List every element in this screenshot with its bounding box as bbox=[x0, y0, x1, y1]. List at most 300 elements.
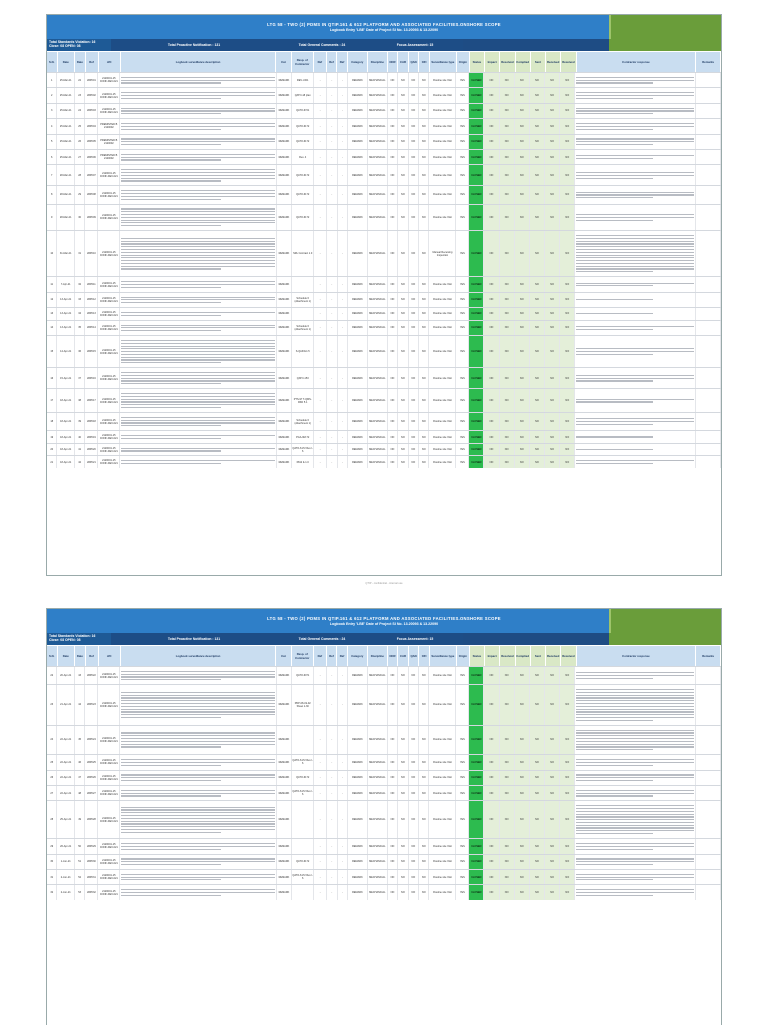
cell-origin: YES bbox=[456, 135, 469, 149]
cell-recv2: NO bbox=[560, 444, 575, 456]
cell-desc bbox=[120, 205, 276, 231]
cell-disc: MECHANICAL bbox=[368, 150, 388, 164]
cell-ref: LBP014 bbox=[85, 321, 98, 335]
cell-status: CLOSED bbox=[469, 667, 484, 684]
cell-jo: 2120001-15 CONF-DEV-021 bbox=[98, 277, 120, 291]
cell-date: 18-Apr-21 bbox=[57, 389, 75, 412]
cell-recv2: NO bbox=[560, 231, 575, 276]
cell-sn: 31 bbox=[47, 870, 57, 884]
table-row bbox=[47, 725, 721, 754]
cell-category: REMARK bbox=[348, 839, 368, 853]
cell-date: 31-Mar-21 bbox=[57, 231, 75, 276]
cell-origin: YES bbox=[456, 150, 469, 164]
cell-impact: NO bbox=[484, 771, 499, 785]
cell-cat: REMARK bbox=[277, 104, 292, 118]
column-header: CAR bbox=[398, 52, 409, 72]
cell-date: 20-Apr-21 bbox=[57, 667, 75, 684]
cell-desc bbox=[120, 321, 276, 335]
cell-sent: NO bbox=[530, 801, 545, 838]
cell-complied: NO bbox=[515, 755, 530, 769]
table-row bbox=[47, 185, 721, 203]
column-header: Discipline bbox=[368, 646, 388, 666]
cell-recv1: NO bbox=[545, 855, 560, 869]
cell-rc bbox=[292, 277, 314, 291]
column-header: Origin bbox=[457, 646, 470, 666]
cell-qan: NO bbox=[409, 231, 419, 276]
cell-desc bbox=[120, 801, 276, 838]
cell-jo: 2120001-15 CONF-DEV-021 bbox=[98, 413, 120, 430]
table-row bbox=[47, 87, 721, 102]
cell-date: 25-Mar-21 bbox=[57, 119, 75, 133]
cell-cat: REMARK bbox=[277, 667, 292, 684]
cell-disc: MECHANICAL bbox=[368, 205, 388, 231]
cell-disc: MECHANICAL bbox=[368, 801, 388, 838]
cell-resp bbox=[575, 135, 696, 149]
cell-sent: NO bbox=[530, 755, 545, 769]
cell-remarks bbox=[696, 685, 721, 725]
table-row bbox=[47, 149, 721, 164]
cell-status: CLOSED bbox=[469, 885, 484, 899]
cell-impact: NO bbox=[484, 135, 499, 149]
cell-desc bbox=[120, 135, 276, 149]
cell-impact: NO bbox=[484, 150, 499, 164]
cell-resp bbox=[575, 293, 696, 307]
cell-ref: LBP019 bbox=[85, 431, 98, 443]
cell-cat: REMARK bbox=[277, 277, 292, 291]
table-row bbox=[47, 72, 721, 87]
cell-ref: LBP002 bbox=[85, 88, 98, 102]
cell-x1: - bbox=[314, 870, 327, 884]
cell-status: CLOSED bbox=[469, 801, 484, 838]
cell-x1: - bbox=[314, 801, 327, 838]
cell-ncr: NO bbox=[388, 119, 398, 133]
column-header: Status bbox=[470, 646, 485, 666]
cell-rc: QATO-6172 bbox=[292, 771, 314, 785]
cell-cat: REMARK bbox=[277, 685, 292, 725]
cell-recv1: NO bbox=[545, 771, 560, 785]
cell-category: REMARK bbox=[348, 336, 368, 367]
cell-d2: 46 bbox=[75, 755, 85, 769]
cell-category: REMARK bbox=[348, 73, 368, 87]
cell-x1: - bbox=[314, 726, 327, 754]
cell-origin: YES bbox=[456, 801, 469, 838]
cell-recv1: NO bbox=[545, 786, 560, 800]
total-standards: Total Standards Violation: 16 bbox=[49, 634, 96, 638]
cell-category: REMARK bbox=[348, 135, 368, 149]
column-header: NCR bbox=[388, 52, 399, 72]
cell-sn: 3 bbox=[47, 104, 57, 118]
cell-disc: MECHANICAL bbox=[368, 165, 388, 185]
column-header: Resolved bbox=[500, 646, 515, 666]
cell-qan: NO bbox=[409, 456, 419, 468]
cell-ofi: NO bbox=[419, 293, 429, 307]
cell-origin: YES bbox=[456, 205, 469, 231]
cell-remarks bbox=[696, 755, 721, 769]
cell-cat: REMARK bbox=[277, 88, 292, 102]
cell-x2: - bbox=[327, 801, 337, 838]
cell-status: CLOSED bbox=[469, 755, 484, 769]
cell-recv2: NO bbox=[560, 104, 575, 118]
cell-ncr: NO bbox=[388, 413, 398, 430]
cell-qan: NO bbox=[409, 801, 419, 838]
cell-recv1: NO bbox=[545, 150, 560, 164]
cell-category: REMARK bbox=[348, 786, 368, 800]
cell-status: CLOSED bbox=[469, 205, 484, 231]
cell-x2: - bbox=[327, 839, 337, 853]
cell-complied: NO bbox=[515, 444, 530, 456]
cell-desc bbox=[120, 786, 276, 800]
cell-category: REMARK bbox=[348, 205, 368, 231]
cell-car: NO bbox=[398, 277, 408, 291]
column-header: Received bbox=[546, 52, 561, 72]
cell-car: NO bbox=[398, 135, 408, 149]
column-header: Remarks bbox=[696, 646, 721, 666]
cell-remarks bbox=[696, 308, 721, 320]
cell-recv2: NO bbox=[560, 755, 575, 769]
cell-resolved: NO bbox=[500, 413, 515, 430]
cell-origin: YES bbox=[456, 786, 469, 800]
doc-subtitle: Logbook Entry 'LBE' Date of Project SI No. 13.20093 & 13.22090 bbox=[329, 622, 439, 626]
cell-complied: NO bbox=[515, 855, 530, 869]
cell-resp bbox=[575, 73, 696, 87]
column-header: Complied bbox=[516, 52, 531, 72]
cell-x2: - bbox=[327, 119, 337, 133]
cell-date: 25-Mar-21 bbox=[57, 150, 75, 164]
table-row bbox=[47, 854, 721, 869]
cell-complied: NO bbox=[515, 277, 530, 291]
cell-complied: NO bbox=[515, 685, 530, 725]
cell-type: Routine site Visit bbox=[429, 786, 456, 800]
sheet-banner bbox=[47, 609, 721, 633]
cell-ofi: NO bbox=[419, 205, 429, 231]
cell-category: REMARK bbox=[348, 389, 368, 412]
cell-category: REMARK bbox=[348, 308, 368, 320]
cell-x3: - bbox=[338, 431, 348, 443]
cell-jo: 2120001-15 CONF-DEV-021 bbox=[98, 88, 120, 102]
column-header: Received bbox=[561, 52, 576, 72]
cell-status: CLOSED bbox=[469, 321, 484, 335]
table-row bbox=[47, 443, 721, 456]
cell-qan: NO bbox=[409, 321, 419, 335]
cell-date: 25-Mar-21 bbox=[57, 104, 75, 118]
cell-x3: - bbox=[338, 104, 348, 118]
cell-desc bbox=[120, 885, 276, 899]
cell-category: REMARK bbox=[348, 870, 368, 884]
cell-recv1: NO bbox=[545, 389, 560, 412]
cell-d2: 50 bbox=[75, 839, 85, 853]
cell-qan: NO bbox=[409, 104, 419, 118]
column-header: Ref bbox=[314, 52, 327, 72]
cell-car: NO bbox=[398, 870, 408, 884]
table-row bbox=[47, 785, 721, 800]
cell-x2: - bbox=[327, 135, 337, 149]
cell-x3: - bbox=[338, 150, 348, 164]
cell-remarks bbox=[696, 456, 721, 468]
cell-jo: 2120001-15 CONF-DEV-021 bbox=[98, 444, 120, 456]
cell-ncr: NO bbox=[388, 685, 398, 725]
page-footer: QTIP - confidential - internal use bbox=[365, 582, 403, 585]
cell-ncr: NO bbox=[388, 389, 398, 412]
cell-impact: NO bbox=[484, 368, 499, 388]
cell-rc: QATO-6172 Rev I-6 bbox=[292, 870, 314, 884]
cell-ofi: NO bbox=[419, 104, 429, 118]
cell-resolved: NO bbox=[500, 104, 515, 118]
cell-qan: NO bbox=[409, 771, 419, 785]
cell-complied: NO bbox=[515, 308, 530, 320]
cell-sn: 11 bbox=[47, 277, 57, 291]
cell-rc: QATO-6172 bbox=[292, 135, 314, 149]
cell-cat: REMARK bbox=[277, 413, 292, 430]
cell-rc: QATO-6172 Rev I-6 bbox=[292, 444, 314, 456]
column-header: Sent bbox=[531, 52, 546, 72]
cell-sent: NO bbox=[530, 786, 545, 800]
cell-disc: MECHANICAL bbox=[368, 186, 388, 203]
cell-ofi: NO bbox=[419, 786, 429, 800]
cell-disc: MECHANICAL bbox=[368, 293, 388, 307]
cell-rc: QATO-18 plan bbox=[292, 88, 314, 102]
cell-resolved: NO bbox=[500, 755, 515, 769]
cell-impact: NO bbox=[484, 186, 499, 203]
cell-status: CLOSED bbox=[469, 308, 484, 320]
cell-cat: REMARK bbox=[277, 135, 292, 149]
cell-remarks bbox=[696, 771, 721, 785]
cell-desc bbox=[120, 119, 276, 133]
cell-d2: 44 bbox=[75, 685, 85, 725]
cell-origin: YES bbox=[456, 870, 469, 884]
cell-x1: - bbox=[314, 755, 327, 769]
column-header: Resp. of Contractor bbox=[292, 646, 314, 666]
cell-disc: MECHANICAL bbox=[368, 786, 388, 800]
cell-x2: - bbox=[327, 885, 337, 899]
cell-x3: - bbox=[338, 870, 348, 884]
cell-ref: LBP024 bbox=[85, 726, 98, 754]
cell-x2: - bbox=[327, 389, 337, 412]
cell-resp bbox=[575, 685, 696, 725]
cell-type: Routine site Visit bbox=[429, 150, 456, 164]
cell-cat: REMARK bbox=[277, 855, 292, 869]
cell-remarks bbox=[696, 205, 721, 231]
cell-car: NO bbox=[398, 321, 408, 335]
cell-date: 18-Apr-21 bbox=[57, 456, 75, 468]
cell-ofi: NO bbox=[419, 321, 429, 335]
cell-ofi: NO bbox=[419, 389, 429, 412]
cell-date: 13-Apr-21 bbox=[57, 321, 75, 335]
cell-cat: REMARK bbox=[277, 870, 292, 884]
cell-type: Routine site Visit bbox=[429, 839, 456, 853]
cell-disc: MECHANICAL bbox=[368, 135, 388, 149]
cell-cat: REMARK bbox=[277, 119, 292, 133]
cell-cat: REMARK bbox=[277, 755, 292, 769]
cell-d2: 25 bbox=[75, 119, 85, 133]
cell-resolved: NO bbox=[500, 870, 515, 884]
cell-resolved: NO bbox=[500, 368, 515, 388]
cell-category: REMARK bbox=[348, 231, 368, 276]
cell-status: CLOSED bbox=[469, 336, 484, 367]
cell-cat: REMARK bbox=[277, 431, 292, 443]
cell-type: Routine site Visit bbox=[429, 88, 456, 102]
cell-x1: - bbox=[314, 444, 327, 456]
cell-remarks bbox=[696, 855, 721, 869]
cell-recv1: NO bbox=[545, 456, 560, 468]
cell-status: CLOSED bbox=[469, 839, 484, 853]
cell-recv1: NO bbox=[545, 104, 560, 118]
cell-cat: REMARK bbox=[277, 293, 292, 307]
cell-complied: NO bbox=[515, 368, 530, 388]
column-header: Resp. of Contractor bbox=[292, 52, 314, 72]
cell-origin: YES bbox=[456, 855, 469, 869]
cell-impact: NO bbox=[484, 413, 499, 430]
cell-recv2: NO bbox=[560, 389, 575, 412]
cell-status: CLOSED bbox=[469, 135, 484, 149]
cell-ref: LBP025 bbox=[85, 755, 98, 769]
cell-car: NO bbox=[398, 801, 408, 838]
cell-ref: LBP027 bbox=[85, 786, 98, 800]
cell-x2: - bbox=[327, 150, 337, 164]
table-row bbox=[47, 292, 721, 307]
cell-sent: NO bbox=[530, 165, 545, 185]
cell-recv1: NO bbox=[545, 277, 560, 291]
cell-impact: NO bbox=[484, 104, 499, 118]
cell-status: CLOSED bbox=[469, 389, 484, 412]
cell-date: 13-Apr-21 bbox=[57, 293, 75, 307]
cell-complied: NO bbox=[515, 119, 530, 133]
cell-d2: 28 bbox=[75, 165, 85, 185]
cell-recv2: NO bbox=[560, 839, 575, 853]
column-header: Resolved bbox=[500, 52, 515, 72]
cell-jo: PREMINTED B 2120002 bbox=[98, 135, 120, 149]
cell-recv2: NO bbox=[560, 885, 575, 899]
cell-sn: 13 bbox=[47, 308, 57, 320]
cell-jo: 2120001-15 CONF-DEV-021 bbox=[98, 667, 120, 684]
cell-rc: SRL Contract 1.0 bbox=[292, 231, 314, 276]
cell-desc bbox=[120, 104, 276, 118]
cell-date: 13-Apr-21 bbox=[57, 308, 75, 320]
cell-d2: 38 bbox=[75, 389, 85, 412]
cell-ncr: NO bbox=[388, 308, 398, 320]
column-header: CAR bbox=[398, 646, 409, 666]
cell-recv2: NO bbox=[560, 786, 575, 800]
cell-x2: - bbox=[327, 444, 337, 456]
cell-complied: NO bbox=[515, 135, 530, 149]
table-row bbox=[47, 230, 721, 276]
cell-x3: - bbox=[338, 368, 348, 388]
cell-origin: YES bbox=[456, 389, 469, 412]
cell-car: NO bbox=[398, 104, 408, 118]
cell-ofi: NO bbox=[419, 73, 429, 87]
cell-resolved: NO bbox=[500, 431, 515, 443]
cell-impact: NO bbox=[484, 308, 499, 320]
cell-remarks bbox=[696, 336, 721, 367]
cell-origin: YES bbox=[456, 667, 469, 684]
cell-remarks bbox=[696, 150, 721, 164]
table-row bbox=[47, 103, 721, 118]
cell-ref: LBP026 bbox=[85, 771, 98, 785]
cell-status: CLOSED bbox=[469, 293, 484, 307]
cell-x2: - bbox=[327, 321, 337, 335]
cell-remarks bbox=[696, 104, 721, 118]
cell-qan: NO bbox=[409, 73, 419, 87]
cell-qan: NO bbox=[409, 293, 419, 307]
cell-recv2: NO bbox=[560, 165, 575, 185]
cell-sent: NO bbox=[530, 231, 545, 276]
cell-jo: 2120001-15 CONF-DEV-021 bbox=[98, 205, 120, 231]
cell-jo: 2120001-15 CONF-DEV-021 bbox=[98, 336, 120, 367]
table-header bbox=[47, 645, 721, 666]
doc-title: LTG 58 - TWO (2) PDMS IN QTIP.161 & 612 PLATFORM AND ASSOCIATED FACILITIES.ONSHORE SCOPE bbox=[267, 616, 501, 621]
cell-rc: Schedule 6 (Attachment 1) bbox=[292, 413, 314, 430]
cell-ncr: NO bbox=[388, 726, 398, 754]
column-header: Ref bbox=[327, 52, 338, 72]
cell-x1: - bbox=[314, 336, 327, 367]
cell-jo: 2120001-15 CONF-DEV-021 bbox=[98, 186, 120, 203]
cell-impact: NO bbox=[484, 444, 499, 456]
cell-type: Routine site Visit bbox=[429, 413, 456, 430]
cell-x3: - bbox=[338, 755, 348, 769]
cell-jo: 2120001-15 CONF-DEV-021 bbox=[98, 855, 120, 869]
cell-ofi: NO bbox=[419, 368, 429, 388]
cell-qan: NO bbox=[409, 839, 419, 853]
cell-status: CLOSED bbox=[469, 88, 484, 102]
cell-resolved: NO bbox=[500, 726, 515, 754]
cell-car: NO bbox=[398, 165, 408, 185]
cell-disc: MECHANICAL bbox=[368, 413, 388, 430]
column-header: Sent bbox=[531, 646, 546, 666]
cell-category: REMARK bbox=[348, 88, 368, 102]
cell-category: REMARK bbox=[348, 368, 368, 388]
cell-impact: NO bbox=[484, 73, 499, 87]
cell-status: CLOSED bbox=[469, 786, 484, 800]
cell-date: 28-Mar-21 bbox=[57, 186, 75, 203]
cell-desc bbox=[120, 308, 276, 320]
cell-jo: 2120001-15 CONF-DEV-021 bbox=[98, 308, 120, 320]
cell-date: 2-Jun-21 bbox=[57, 870, 75, 884]
cell-disc: MECHANICAL bbox=[368, 231, 388, 276]
column-header: Received bbox=[546, 646, 561, 666]
cell-qan: NO bbox=[409, 667, 419, 684]
cell-x1: - bbox=[314, 413, 327, 430]
cell-ofi: NO bbox=[419, 771, 429, 785]
cell-ofi: NO bbox=[419, 336, 429, 367]
cell-car: NO bbox=[398, 150, 408, 164]
column-header: Logbook surveillance description bbox=[121, 646, 276, 666]
cell-remarks bbox=[696, 786, 721, 800]
total-standards: Total Standards Violation: 16 bbox=[49, 40, 96, 44]
cell-resp bbox=[575, 321, 696, 335]
cell-jo: 2120001-15 CONF-DEV-021 bbox=[98, 73, 120, 87]
cell-category: REMARK bbox=[348, 186, 368, 203]
table-row bbox=[47, 164, 721, 185]
cell-complied: NO bbox=[515, 870, 530, 884]
cell-remarks bbox=[696, 413, 721, 430]
cell-desc bbox=[120, 186, 276, 203]
cell-recv1: NO bbox=[545, 165, 560, 185]
cell-d2: 40 bbox=[75, 431, 85, 443]
cell-resolved: NO bbox=[500, 119, 515, 133]
cell-recv2: NO bbox=[560, 135, 575, 149]
cell-sent: NO bbox=[530, 277, 545, 291]
cell-cat: REMARK bbox=[277, 186, 292, 203]
cell-car: NO bbox=[398, 88, 408, 102]
cell-x2: - bbox=[327, 855, 337, 869]
cell-ofi: NO bbox=[419, 150, 429, 164]
cell-ofi: NO bbox=[419, 119, 429, 133]
cell-desc bbox=[120, 870, 276, 884]
column-header: S.N. bbox=[47, 52, 58, 72]
cell-complied: NO bbox=[515, 839, 530, 853]
cell-ofi: NO bbox=[419, 165, 429, 185]
cell-x2: - bbox=[327, 431, 337, 443]
cell-x3: - bbox=[338, 135, 348, 149]
